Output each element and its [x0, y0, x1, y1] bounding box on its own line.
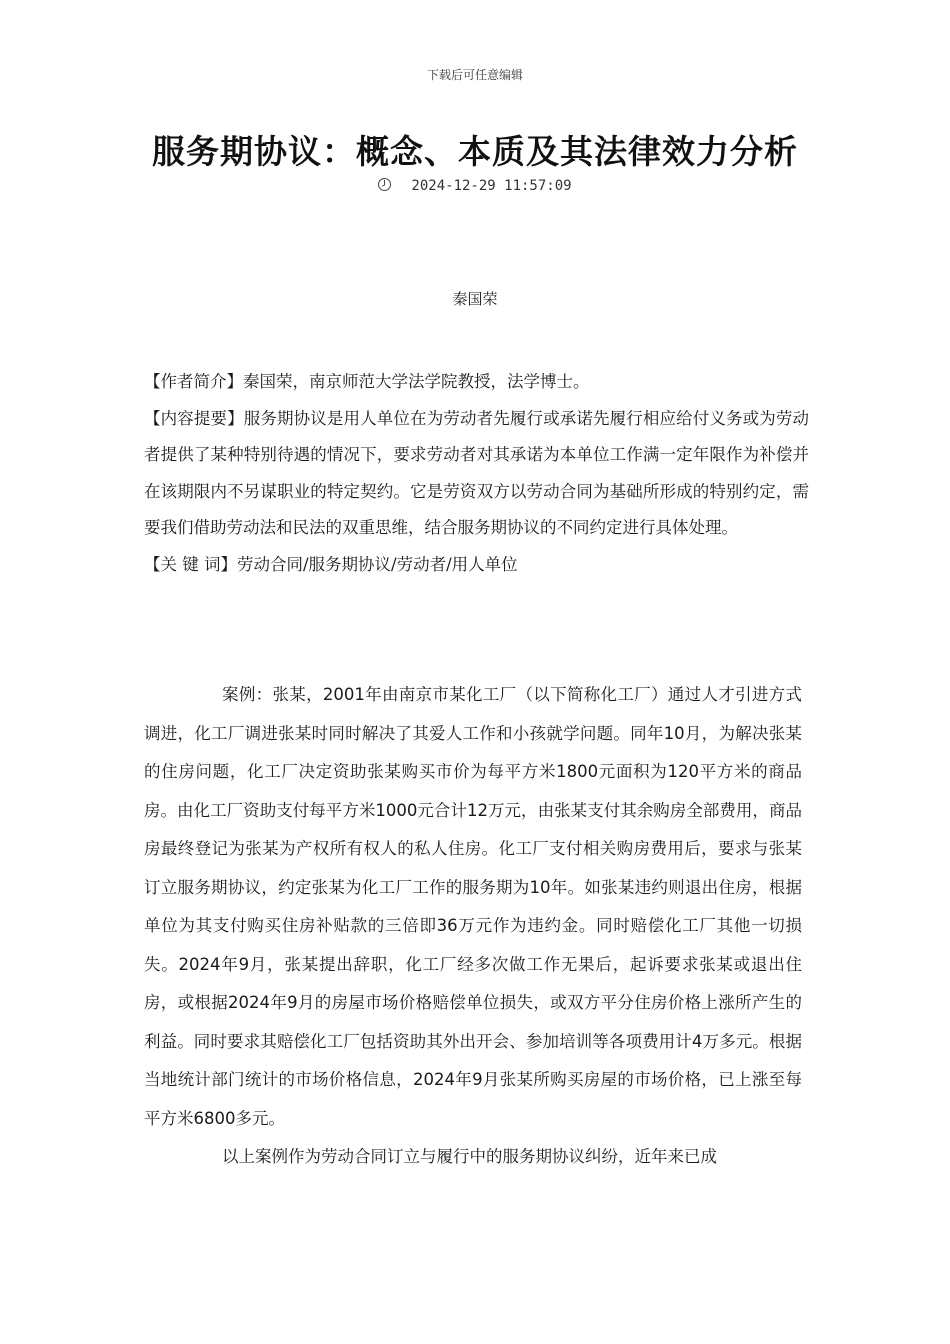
- timestamp-row: [0, 178, 950, 194]
- header-note: 下载后可任意编辑: [426, 68, 523, 82]
- keywords-text: 劳动合同/服务期协议/劳动者/用人单位: [237, 554, 518, 574]
- author-bio: [144, 364, 809, 401]
- keywords-label: 【关 键 词】: [144, 554, 237, 574]
- abstract: [144, 401, 809, 547]
- keywords: [144, 547, 809, 584]
- body-paragraph-1: 案例：张某，2001年由南京市某化工厂（以下简称化工厂）通过人才引进方式调进，化工厂调进张某时同时解决了其爱人工作和小孩就学问题。同年10月，为解决张某的住房问题，化工厂决定资助张某购买市价为每平方米1800元面积为120平方米的商品房。由化工厂资助支付每平方米1000元合计12万元，由张某支付其余购房全部费用，商品房最终登记为张某为产权所有权人的私人住房。化工厂支付相关购房费用后，要求与张某订立服务期协议，约定张某为化工厂工作的服务期为10年。如张某违约则退出住房，根据单位为其支付购买住房补贴款的三倍即36万元作为违约金。同时赔偿化工厂其他一切损失。2024年9月，张某提出辞职，化工厂经多次做工作无果后，起诉要求张某或退出住房，或根据2024年9月的房屋市场价格赔偿单位损失，或双方平分住房价格上涨所产生的利益。同时要求其赔偿化工厂包括资助其外出开会、参加培训等各项费用计4万多元。根据当地统计部门统计的市场价格信息，2024年9月张某所购买房屋的市场价格，已上涨至每平方米6800多元。: [144, 685, 802, 1128]
- body-section: [144, 676, 802, 1177]
- abstract-text: 服务期协议是用人单位在为劳动者先履行或承诺先履行相应给付义务或为劳动者提供了某种特别待遇的情况下，要求劳动者对其承诺为本单位工作满一定年限作为补偿并在该期限内不另谋职业的特定契约。它是劳资双方以劳动合同为基础所形成的特别约定，需要我们借助劳动法和民法的双重思维，结合服务期协议的不同约定进行具体处理。: [144, 408, 810, 537]
- abstract-label: 【内容提要】: [144, 408, 244, 428]
- timestamp-text: 2024-12-29 11:57:09: [411, 178, 572, 194]
- abstract-section: [144, 364, 809, 583]
- body-paragraph-2: 以上案例作为劳动合同订立与履行中的服务期协议纠纷，近年来已成: [222, 1147, 717, 1166]
- clock-icon: [378, 178, 391, 191]
- page-title: 服务期协议：概念、本质及其法律效力分析: [152, 132, 798, 171]
- author-bio-text: 秦国荣，南京师范大学法学院教授，法学博士。: [243, 372, 590, 391]
- author-name: 秦国荣: [452, 290, 498, 308]
- author-bio-label: 【作者简介】: [144, 372, 243, 391]
